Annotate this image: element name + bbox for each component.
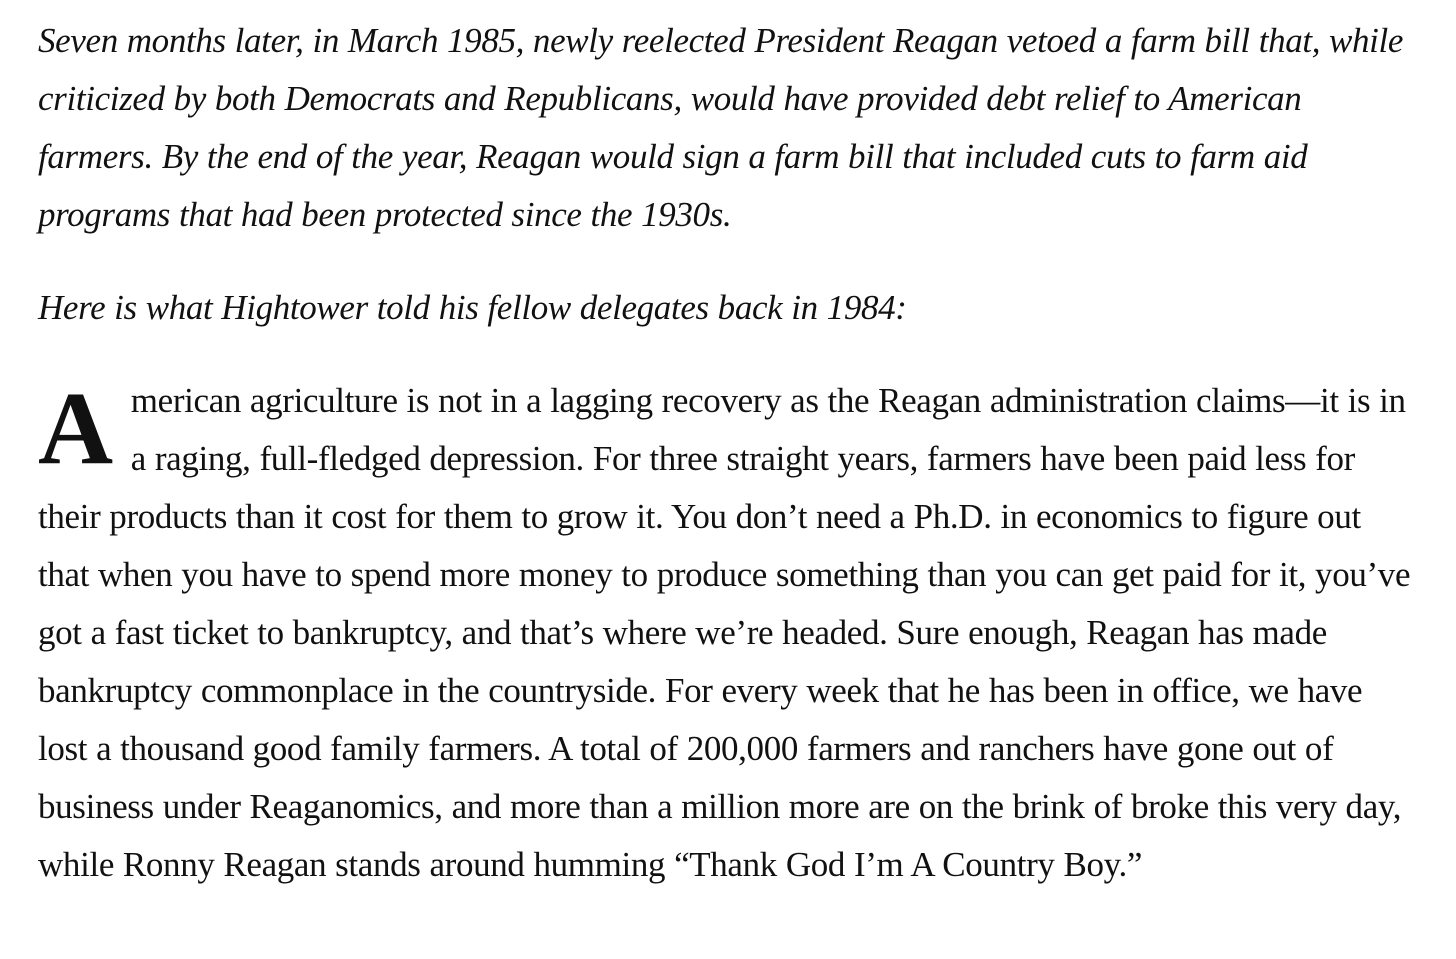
article-body xyxy=(38,12,1418,894)
intro-paragraph: Seven months later, in March 1985, newly reelected President Reagan vetoed a farm bill that, while criticized by both Democrats and Republicans, would have provided debt relief to American farmers. By the end of the year, Reagan would sign a farm bill that included cuts to farm aid programs that had been protected since the 1930s. xyxy=(38,21,1404,234)
quote-text: merican agriculture is not in a lagging recovery as the Reagan administration claims—it is in a raging, full-fledged depression. For three straight years, farmers have been paid less for their products than it cost for them to grow it. You don’t need a Ph.D. in economics to figure out that when you have to spend more money to produce something than you can get paid for it, you’ve got a fast ticket to bankruptcy, and that’s where we’re headed. Sure enough, Reagan has made bankruptcy commonplace in the countryside. For every week that he has been in office, we have lost a thousand good family farmers. A total of 200,000 farmers and ranchers have gone out of business under Reaganomics, and more than a million more are on the brink of broke this very day, while Ronny Reagan stands around humming “Thank God I’m A Country Boy.” xyxy=(38,381,1411,884)
drop-cap: A xyxy=(38,371,113,486)
lead-in-paragraph: Here is what Hightower told his fellow delegates back in 1984: xyxy=(38,288,907,327)
block-quote xyxy=(38,372,1418,894)
